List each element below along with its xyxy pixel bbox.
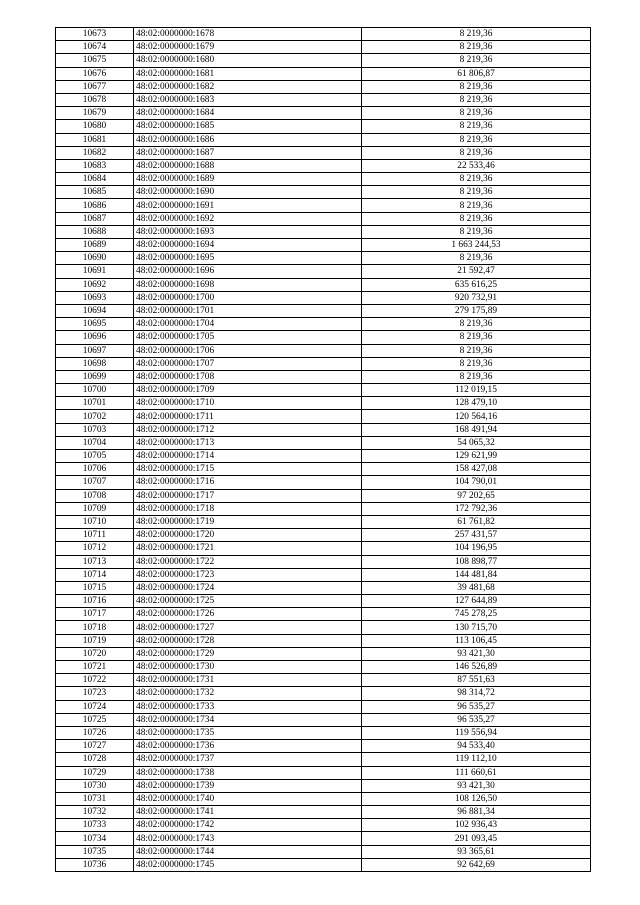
cadastral-number-cell: 48:02:0000000:1737 (134, 753, 362, 766)
cadastral-number-cell: 48:02:0000000:1721 (134, 542, 362, 555)
cadastral-value-cell: 129 621,99 (362, 450, 591, 463)
cadastral-value-cell: 144 481,84 (362, 568, 591, 581)
cadastral-number-cell: 48:02:0000000:1690 (134, 186, 362, 199)
table-row (56, 581, 591, 594)
table-row (56, 621, 591, 634)
cadastral-number-cell: 48:02:0000000:1728 (134, 634, 362, 647)
cadastral-number-cell: 48:02:0000000:1726 (134, 608, 362, 621)
cadastral-number-cell: 48:02:0000000:1693 (134, 225, 362, 238)
cadastral-value-cell: 8 219,36 (362, 146, 591, 159)
cadastral-number-cell: 48:02:0000000:1744 (134, 845, 362, 858)
row-number-cell: 10724 (56, 700, 134, 713)
cadastral-number-cell: 48:02:0000000:1682 (134, 80, 362, 93)
table-row (56, 212, 591, 225)
cadastral-value-cell: 1 663 244,53 (362, 239, 591, 252)
cadastral-value-cell: 130 715,70 (362, 621, 591, 634)
cadastral-number-cell: 48:02:0000000:1732 (134, 687, 362, 700)
cadastral-value-cell: 87 551,63 (362, 674, 591, 687)
cadastral-number-cell: 48:02:0000000:1742 (134, 819, 362, 832)
row-number-cell: 10685 (56, 186, 134, 199)
row-number-cell: 10717 (56, 608, 134, 621)
row-number-cell: 10727 (56, 740, 134, 753)
cadastral-number-cell: 48:02:0000000:1705 (134, 331, 362, 344)
cadastral-value-cell: 61 761,82 (362, 515, 591, 528)
cadastral-number-cell: 48:02:0000000:1741 (134, 806, 362, 819)
row-number-cell: 10697 (56, 344, 134, 357)
row-number-cell: 10725 (56, 713, 134, 726)
cadastral-number-cell: 48:02:0000000:1736 (134, 740, 362, 753)
cadastral-number-cell: 48:02:0000000:1701 (134, 304, 362, 317)
cadastral-value-cell: 113 106,45 (362, 634, 591, 647)
cadastral-number-cell: 48:02:0000000:1696 (134, 265, 362, 278)
row-number-cell: 10728 (56, 753, 134, 766)
row-number-cell: 10719 (56, 634, 134, 647)
table-row (56, 159, 591, 172)
row-number-cell: 10679 (56, 107, 134, 120)
cadastral-value-cell: 104 790,01 (362, 476, 591, 489)
cadastral-number-cell: 48:02:0000000:1722 (134, 555, 362, 568)
cadastral-number-cell: 48:02:0000000:1745 (134, 858, 362, 871)
row-number-cell: 10689 (56, 239, 134, 252)
cadastral-value-cell: 21 592,47 (362, 265, 591, 278)
table-row (56, 634, 591, 647)
cadastral-number-cell: 48:02:0000000:1694 (134, 239, 362, 252)
cadastral-number-cell: 48:02:0000000:1743 (134, 832, 362, 845)
cadastral-number-cell: 48:02:0000000:1679 (134, 41, 362, 54)
cadastral-value-cell: 291 093,45 (362, 832, 591, 845)
table-row (56, 225, 591, 238)
table-row (56, 80, 591, 93)
row-number-cell: 10676 (56, 67, 134, 80)
cadastral-value-cell: 96 881,34 (362, 806, 591, 819)
cadastral-value-cell: 128 479,10 (362, 397, 591, 410)
cadastral-number-cell: 48:02:0000000:1711 (134, 410, 362, 423)
table-row (56, 107, 591, 120)
table-body (56, 28, 591, 872)
cadastral-number-cell: 48:02:0000000:1733 (134, 700, 362, 713)
row-number-cell: 10701 (56, 397, 134, 410)
row-number-cell: 10700 (56, 384, 134, 397)
cadastral-value-cell: 8 219,36 (362, 120, 591, 133)
table-row (56, 67, 591, 80)
cadastral-number-cell: 48:02:0000000:1709 (134, 384, 362, 397)
table-row (56, 133, 591, 146)
cadastral-value-cell: 111 660,61 (362, 766, 591, 779)
row-number-cell: 10735 (56, 845, 134, 858)
row-number-cell: 10705 (56, 450, 134, 463)
table-row (56, 608, 591, 621)
table-row (56, 476, 591, 489)
table-row (56, 489, 591, 502)
row-number-cell: 10675 (56, 54, 134, 67)
cadastral-number-cell: 48:02:0000000:1735 (134, 726, 362, 739)
cadastral-value-cell: 920 732,91 (362, 291, 591, 304)
table-row (56, 436, 591, 449)
row-number-cell: 10730 (56, 779, 134, 792)
cadastral-value-cell: 172 792,36 (362, 502, 591, 515)
table-row (56, 687, 591, 700)
row-number-cell: 10733 (56, 819, 134, 832)
row-number-cell: 10723 (56, 687, 134, 700)
cadastral-value-cell: 8 219,36 (362, 370, 591, 383)
cadastral-value-table (55, 27, 591, 872)
cadastral-value-cell: 102 936,43 (362, 819, 591, 832)
table-row (56, 344, 591, 357)
row-number-cell: 10681 (56, 133, 134, 146)
cadastral-value-cell: 119 556,94 (362, 726, 591, 739)
row-number-cell: 10693 (56, 291, 134, 304)
table-row (56, 41, 591, 54)
row-number-cell: 10718 (56, 621, 134, 634)
table-row (56, 186, 591, 199)
cadastral-number-cell: 48:02:0000000:1688 (134, 159, 362, 172)
row-number-cell: 10678 (56, 93, 134, 106)
row-number-cell: 10734 (56, 832, 134, 845)
cadastral-value-cell: 112 019,15 (362, 384, 591, 397)
cadastral-number-cell: 48:02:0000000:1712 (134, 423, 362, 436)
row-number-cell: 10736 (56, 858, 134, 871)
cadastral-value-cell: 8 219,36 (362, 344, 591, 357)
row-number-cell: 10690 (56, 252, 134, 265)
table-row (56, 595, 591, 608)
table-row (56, 766, 591, 779)
table-row (56, 832, 591, 845)
cadastral-number-cell: 48:02:0000000:1685 (134, 120, 362, 133)
table-row (56, 779, 591, 792)
cadastral-value-cell: 8 219,36 (362, 186, 591, 199)
cadastral-value-cell: 93 365,61 (362, 845, 591, 858)
cadastral-value-cell: 158 427,08 (362, 463, 591, 476)
table-row (56, 410, 591, 423)
row-number-cell: 10674 (56, 41, 134, 54)
table-row (56, 304, 591, 317)
table-row (56, 54, 591, 67)
cadastral-number-cell: 48:02:0000000:1691 (134, 199, 362, 212)
cadastral-value-cell: 8 219,36 (362, 199, 591, 212)
cadastral-number-cell: 48:02:0000000:1714 (134, 450, 362, 463)
table-row (56, 740, 591, 753)
cadastral-number-cell: 48:02:0000000:1740 (134, 792, 362, 805)
cadastral-number-cell: 48:02:0000000:1706 (134, 344, 362, 357)
cadastral-value-cell: 22 533,46 (362, 159, 591, 172)
row-number-cell: 10682 (56, 146, 134, 159)
table-row (56, 753, 591, 766)
table-row (56, 529, 591, 542)
table-row (56, 93, 591, 106)
cadastral-value-cell: 93 421,30 (362, 779, 591, 792)
cadastral-value-cell: 97 202,65 (362, 489, 591, 502)
row-number-cell: 10726 (56, 726, 134, 739)
cadastral-value-cell: 8 219,36 (362, 318, 591, 331)
cadastral-number-cell: 48:02:0000000:1687 (134, 146, 362, 159)
row-number-cell: 10706 (56, 463, 134, 476)
row-number-cell: 10687 (56, 212, 134, 225)
row-number-cell: 10677 (56, 80, 134, 93)
row-number-cell: 10692 (56, 278, 134, 291)
cadastral-value-cell: 8 219,36 (362, 357, 591, 370)
table-row (56, 647, 591, 660)
cadastral-value-cell: 119 112,10 (362, 753, 591, 766)
row-number-cell: 10713 (56, 555, 134, 568)
cadastral-number-cell: 48:02:0000000:1729 (134, 647, 362, 660)
cadastral-number-cell: 48:02:0000000:1718 (134, 502, 362, 515)
row-number-cell: 10696 (56, 331, 134, 344)
table-row (56, 555, 591, 568)
cadastral-number-cell: 48:02:0000000:1717 (134, 489, 362, 502)
table-row (56, 357, 591, 370)
row-number-cell: 10711 (56, 529, 134, 542)
cadastral-value-cell: 120 564,16 (362, 410, 591, 423)
cadastral-value-cell: 635 616,25 (362, 278, 591, 291)
row-number-cell: 10702 (56, 410, 134, 423)
cadastral-value-cell: 96 535,27 (362, 713, 591, 726)
cadastral-number-cell: 48:02:0000000:1684 (134, 107, 362, 120)
cadastral-value-cell: 93 421,30 (362, 647, 591, 660)
cadastral-number-cell: 48:02:0000000:1689 (134, 173, 362, 186)
table-row (56, 674, 591, 687)
cadastral-value-cell: 104 196,95 (362, 542, 591, 555)
cadastral-number-cell: 48:02:0000000:1710 (134, 397, 362, 410)
table-row (56, 173, 591, 186)
cadastral-number-cell: 48:02:0000000:1719 (134, 515, 362, 528)
cadastral-number-cell: 48:02:0000000:1727 (134, 621, 362, 634)
row-number-cell: 10708 (56, 489, 134, 502)
cadastral-number-cell: 48:02:0000000:1678 (134, 28, 362, 41)
cadastral-value-cell: 39 481,68 (362, 581, 591, 594)
table-row (56, 370, 591, 383)
row-number-cell: 10704 (56, 436, 134, 449)
cadastral-number-cell: 48:02:0000000:1734 (134, 713, 362, 726)
row-number-cell: 10710 (56, 515, 134, 528)
cadastral-number-cell: 48:02:0000000:1707 (134, 357, 362, 370)
row-number-cell: 10694 (56, 304, 134, 317)
table-row (56, 291, 591, 304)
table-row (56, 726, 591, 739)
cadastral-value-cell: 54 065,32 (362, 436, 591, 449)
cadastral-value-cell: 8 219,36 (362, 212, 591, 225)
cadastral-value-cell: 96 535,27 (362, 700, 591, 713)
cadastral-number-cell: 48:02:0000000:1731 (134, 674, 362, 687)
cadastral-number-cell: 48:02:0000000:1725 (134, 595, 362, 608)
table-row (56, 28, 591, 41)
cadastral-value-cell: 745 278,25 (362, 608, 591, 621)
row-number-cell: 10731 (56, 792, 134, 805)
row-number-cell: 10688 (56, 225, 134, 238)
cadastral-value-cell: 92 642,69 (362, 858, 591, 871)
cadastral-number-cell: 48:02:0000000:1700 (134, 291, 362, 304)
cadastral-value-cell: 8 219,36 (362, 80, 591, 93)
cadastral-value-cell: 8 219,36 (362, 331, 591, 344)
row-number-cell: 10729 (56, 766, 134, 779)
table-row (56, 278, 591, 291)
table-row (56, 146, 591, 159)
row-number-cell: 10716 (56, 595, 134, 608)
row-number-cell: 10707 (56, 476, 134, 489)
cadastral-number-cell: 48:02:0000000:1713 (134, 436, 362, 449)
cadastral-number-cell: 48:02:0000000:1686 (134, 133, 362, 146)
cadastral-number-cell: 48:02:0000000:1704 (134, 318, 362, 331)
cadastral-number-cell: 48:02:0000000:1739 (134, 779, 362, 792)
row-number-cell: 10686 (56, 199, 134, 212)
cadastral-number-cell: 48:02:0000000:1695 (134, 252, 362, 265)
cadastral-value-cell: 127 644,89 (362, 595, 591, 608)
cadastral-number-cell: 48:02:0000000:1681 (134, 67, 362, 80)
cadastral-value-cell: 8 219,36 (362, 54, 591, 67)
cadastral-number-cell: 48:02:0000000:1683 (134, 93, 362, 106)
cadastral-number-cell: 48:02:0000000:1708 (134, 370, 362, 383)
table-row (56, 463, 591, 476)
table-row (56, 792, 591, 805)
table-row (56, 397, 591, 410)
cadastral-value-cell: 8 219,36 (362, 133, 591, 146)
row-number-cell: 10684 (56, 173, 134, 186)
row-number-cell: 10709 (56, 502, 134, 515)
table-row (56, 199, 591, 212)
table-row (56, 502, 591, 515)
table-row (56, 450, 591, 463)
cadastral-value-cell: 8 219,36 (362, 107, 591, 120)
row-number-cell: 10714 (56, 568, 134, 581)
table-row (56, 542, 591, 555)
cadastral-value-cell: 98 314,72 (362, 687, 591, 700)
cadastral-number-cell: 48:02:0000000:1716 (134, 476, 362, 489)
cadastral-value-cell: 61 806,87 (362, 67, 591, 80)
table-row (56, 819, 591, 832)
cadastral-value-cell: 8 219,36 (362, 28, 591, 41)
table-row (56, 423, 591, 436)
row-number-cell: 10691 (56, 265, 134, 278)
cadastral-number-cell: 48:02:0000000:1730 (134, 661, 362, 674)
cadastral-value-cell: 108 898,77 (362, 555, 591, 568)
cadastral-value-cell: 8 219,36 (362, 41, 591, 54)
cadastral-number-cell: 48:02:0000000:1715 (134, 463, 362, 476)
cadastral-value-cell: 8 219,36 (362, 252, 591, 265)
cadastral-number-cell: 48:02:0000000:1724 (134, 581, 362, 594)
row-number-cell: 10695 (56, 318, 134, 331)
cadastral-number-cell: 48:02:0000000:1738 (134, 766, 362, 779)
table-row (56, 713, 591, 726)
row-number-cell: 10680 (56, 120, 134, 133)
row-number-cell: 10712 (56, 542, 134, 555)
cadastral-number-cell: 48:02:0000000:1723 (134, 568, 362, 581)
table-row (56, 239, 591, 252)
table-row (56, 384, 591, 397)
cadastral-number-cell: 48:02:0000000:1720 (134, 529, 362, 542)
table-row (56, 661, 591, 674)
table-row (56, 331, 591, 344)
row-number-cell: 10732 (56, 806, 134, 819)
row-number-cell: 10699 (56, 370, 134, 383)
cadastral-value-cell: 8 219,36 (362, 225, 591, 238)
cadastral-value-cell: 168 491,94 (362, 423, 591, 436)
table-row (56, 858, 591, 871)
cadastral-number-cell: 48:02:0000000:1692 (134, 212, 362, 225)
table-row (56, 845, 591, 858)
table-row (56, 568, 591, 581)
cadastral-value-cell: 257 431,57 (362, 529, 591, 542)
row-number-cell: 10720 (56, 647, 134, 660)
table-row (56, 120, 591, 133)
table-row (56, 700, 591, 713)
cadastral-value-cell: 8 219,36 (362, 93, 591, 106)
table-row (56, 265, 591, 278)
cadastral-number-cell: 48:02:0000000:1680 (134, 54, 362, 67)
cadastral-value-cell: 8 219,36 (362, 173, 591, 186)
row-number-cell: 10721 (56, 661, 134, 674)
cadastral-value-cell: 279 175,89 (362, 304, 591, 317)
cadastral-value-cell: 146 526,89 (362, 661, 591, 674)
table-row (56, 252, 591, 265)
row-number-cell: 10722 (56, 674, 134, 687)
table-row (56, 515, 591, 528)
cadastral-value-cell: 108 126,50 (362, 792, 591, 805)
row-number-cell: 10698 (56, 357, 134, 370)
row-number-cell: 10715 (56, 581, 134, 594)
row-number-cell: 10673 (56, 28, 134, 41)
table-row (56, 318, 591, 331)
cadastral-number-cell: 48:02:0000000:1698 (134, 278, 362, 291)
row-number-cell: 10703 (56, 423, 134, 436)
cadastral-value-cell: 94 533,40 (362, 740, 591, 753)
row-number-cell: 10683 (56, 159, 134, 172)
table-row (56, 806, 591, 819)
